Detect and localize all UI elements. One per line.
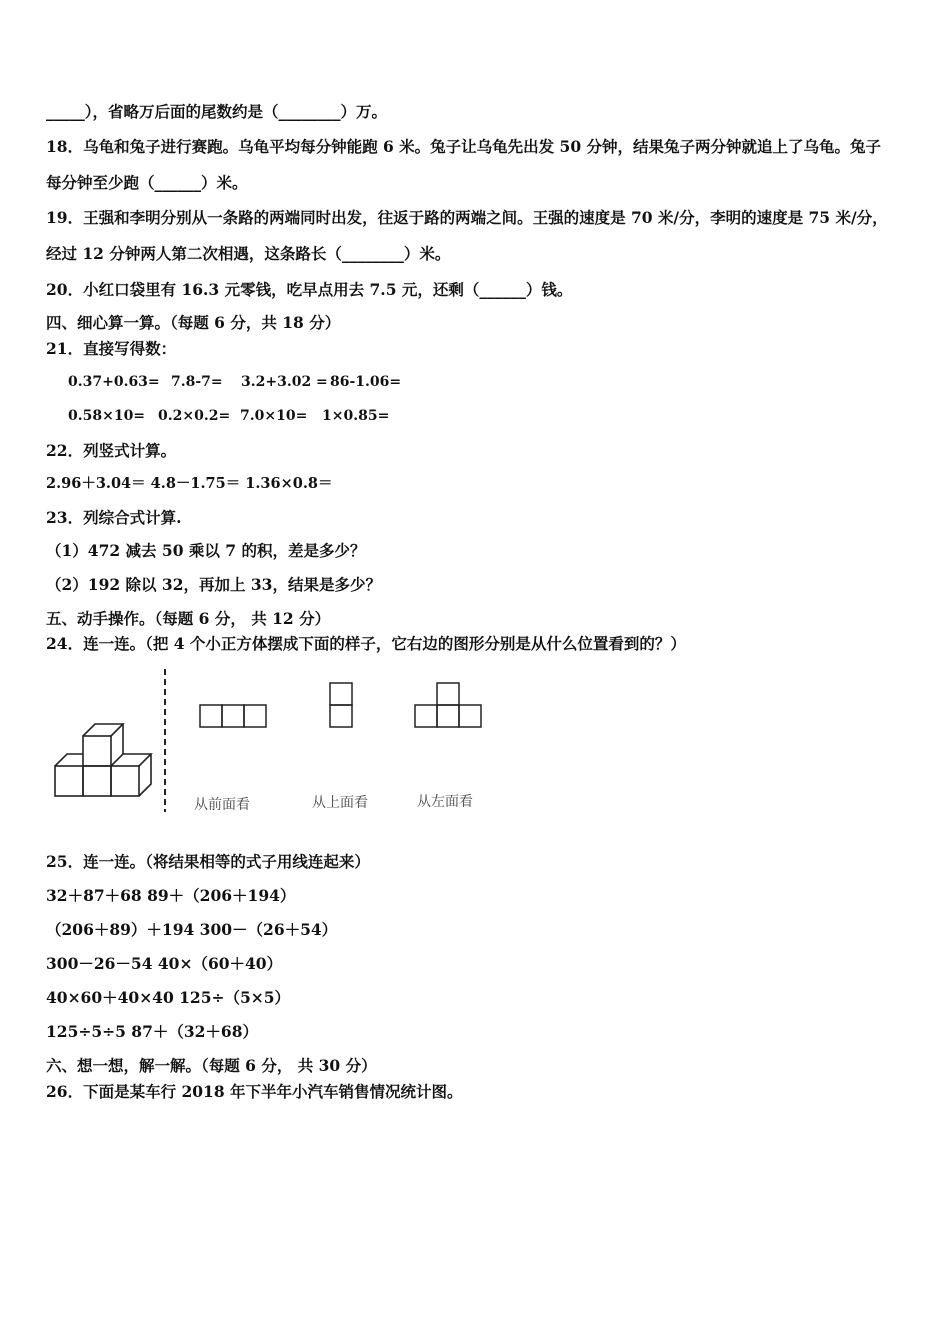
section-6-heading: 六、想一想，解一解。（每题 6 分， 共 30 分） (46, 1056, 377, 1075)
q25-row3: 300－26－54 40×（60＋40） (46, 954, 283, 973)
section-5-heading: 五、动手操作。（每题 6 分， 共 12 分） (46, 609, 331, 628)
left-view-grid (415, 683, 481, 727)
q25-row1: 32＋87＋68 89＋（206＋194） (46, 886, 296, 905)
q23-part2: （2）192 除以 32，再加上 33，结果是多少？ (46, 575, 381, 594)
caption-left-view: 从左面看 (417, 794, 473, 810)
q24-title: 24．连一连。（把 4 个小正方体摆成下面的样子，它右边的图形分别是从什么位置看到的？） (46, 634, 686, 653)
calc-item: 0.58×10= (68, 408, 146, 424)
q21-title: 21．直接写得数： (46, 339, 177, 358)
q26-title: 26．下面是某车行 2018 年下半年小汽车销售情况统计图。 (46, 1082, 463, 1101)
calc-item: 86-1.06= (330, 374, 402, 390)
calc-item: 1×0.85= (322, 408, 390, 424)
q25-row4: 40×60＋40×40 125÷（5×5） (46, 988, 291, 1007)
calc-item: 3.2+3.02 = (241, 374, 328, 390)
front-view-grid (200, 705, 266, 727)
top-view-grid (330, 683, 352, 727)
q22-expressions: 2.96＋3.04＝ 4.8－1.75＝ 1.36×0.8＝ (46, 475, 333, 492)
q18-line1: 18．乌龟和兔子进行赛跑。乌龟平均每分钟能跑 6 米。兔子让乌龟先出发 50 分钟，结果兔子两分钟就追上了乌龟。兔子 (46, 137, 882, 156)
calc-item: 7.0×10= (240, 408, 308, 424)
calc-item: 0.2×0.2= (158, 408, 231, 424)
q25-row5: 125÷5÷5 87＋（32＋68） (46, 1022, 259, 1041)
q18-line2: 每分钟至少跑（______）米。 (46, 173, 248, 192)
q23-part1: （1）472 减去 50 乘以 7 的积，差是多少？ (46, 541, 366, 560)
q25-title: 25．连一连。（将结果相等的式子用线连起来） (46, 852, 370, 871)
caption-front-view: 从前面看 (194, 797, 250, 813)
calc-item: 7.8-7= (171, 374, 223, 390)
cube-stack-drawing (55, 724, 151, 796)
q19-line2: 经过 12 分钟两人第二次相遇，这条路长（________）米。 (46, 244, 451, 263)
calc-item: 0.37+0.63= (68, 374, 160, 390)
q19-line1: 19．王强和李明分别从一条路的两端同时出发，往返于路的两端之间。王强的速度是 70 米/分，李明的速度是 75 米/分， (46, 208, 888, 227)
q25-row2: （206＋89）＋194 300－（26＋54） (46, 920, 338, 939)
cube-views-figure (50, 664, 510, 828)
q17-tail: _____），省略万后面的尾数约是（________）万。 (46, 102, 388, 121)
q23-title: 23．列综合式计算. (46, 508, 182, 527)
q20: 20．小红口袋里有 16.3 元零钱，吃早点用去 7.5 元，还剩（______）钱。 (46, 280, 573, 299)
section-4-heading: 四、细心算一算。（每题 6 分，共 18 分） (46, 313, 341, 332)
caption-top-view: 从上面看 (312, 795, 368, 811)
q22-title: 22．列竖式计算。 (46, 441, 177, 460)
